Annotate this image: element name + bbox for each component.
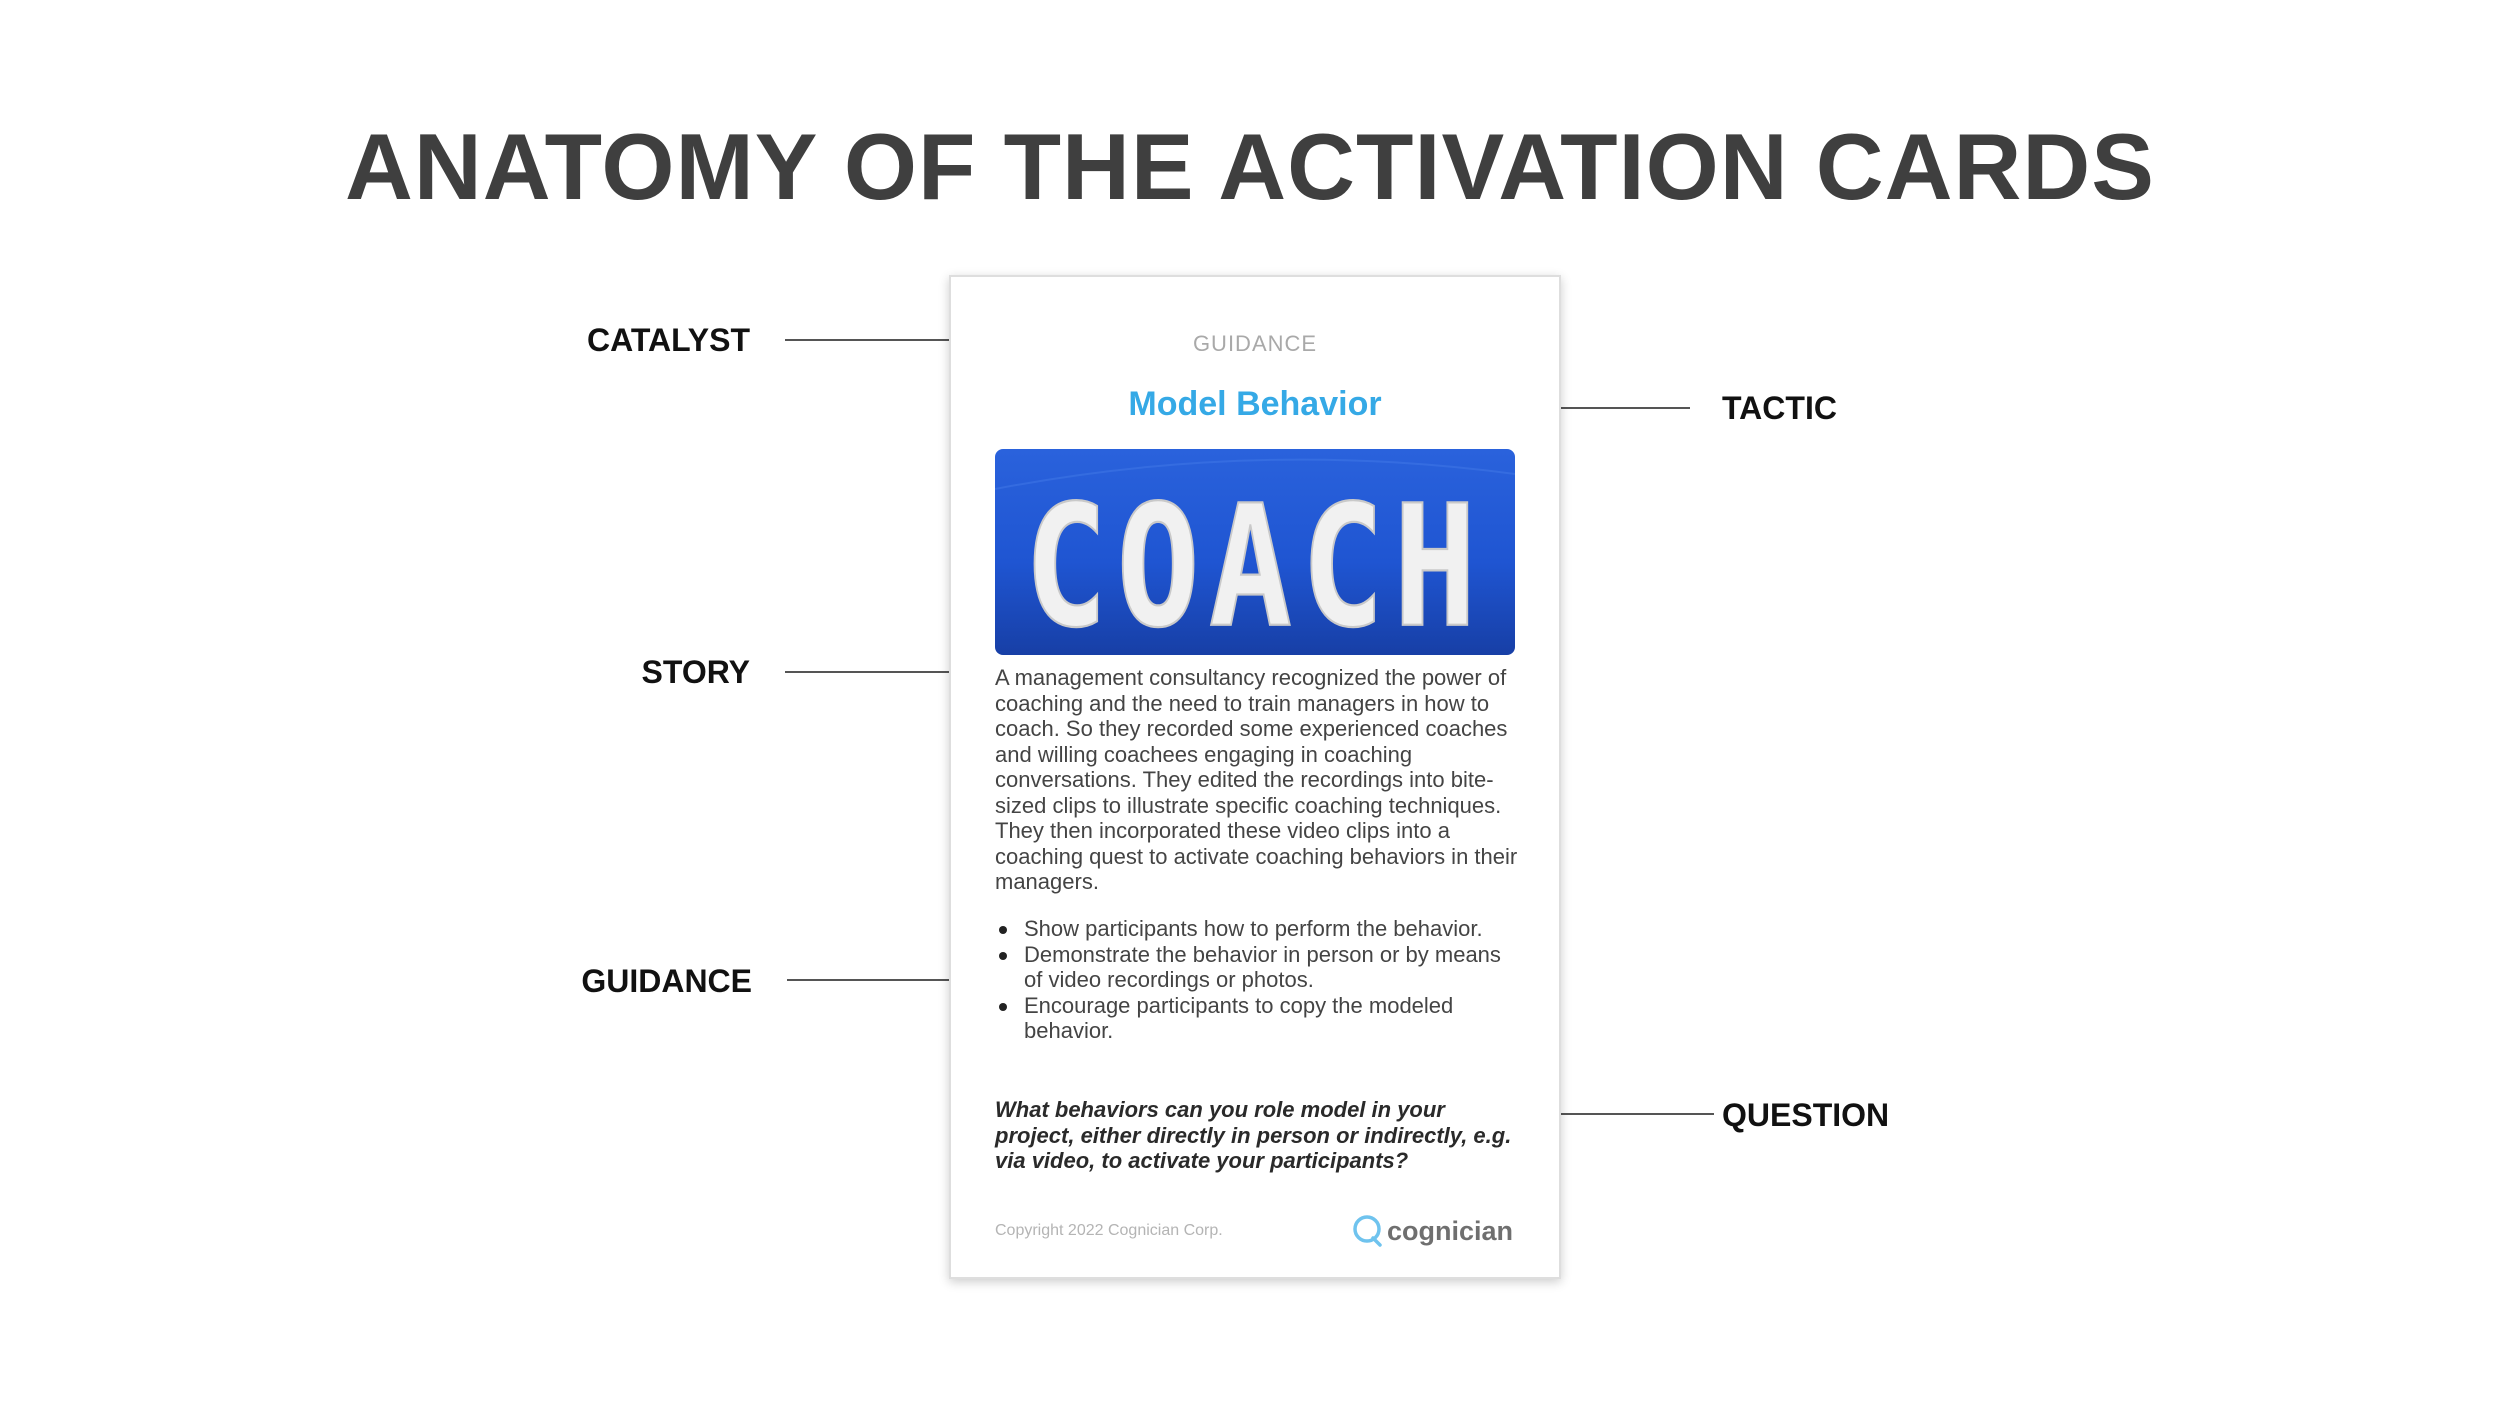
story-arrow	[785, 671, 965, 673]
card-story: A management consultancy recognized the power of coaching and the need to train managers in how to coach. So they recorded some experienced coaches and willing coachees engaging in coaching conversations. They edited the recordings into bite-sized clips to illustrate specific coaching techniques. They then incorporated these video clips into a coaching quest to activate coaching behaviors in their managers.	[995, 665, 1518, 894]
activation-card	[949, 275, 1561, 1279]
label-tactic: TACTIC	[1722, 390, 1837, 426]
card-copyright: Copyright 2022 Cognician Corp.	[995, 1222, 1223, 1239]
cognician-logo-text: cognician	[1387, 1215, 1514, 1246]
guidance-item: Demonstrate the behavior in person or by means of video recordings or photos.	[995, 942, 1523, 993]
guidance-arrow	[787, 979, 968, 981]
guidance-item: Encourage participants to copy the modeled behavior.	[995, 993, 1523, 1044]
coach-lettering: COACH	[1024, 469, 1486, 655]
coach-photo-illustration	[995, 449, 1515, 655]
cognician-logo	[1351, 1211, 1513, 1251]
question-arrow	[1546, 1113, 1714, 1115]
guidance-item: Show participants how to perform the behavior.	[995, 916, 1523, 942]
label-question: QUESTION	[1722, 1097, 1890, 1133]
page-title: ANATOMY OF THE ACTIVATION CARDS	[344, 114, 2156, 219]
card-guidance-list	[995, 916, 1523, 1044]
label-guidance: GUIDANCE	[581, 963, 752, 999]
card-catalyst: GUIDANCE	[1192, 331, 1318, 356]
coach-image	[995, 449, 1515, 655]
label-story: STORY	[641, 654, 750, 690]
card-tactic: Model Behavior	[1128, 385, 1382, 423]
card-question: What behaviors can you role model in your project, either directly in person or indirectly, e.g. via video, to activate your participants?	[995, 1097, 1512, 1173]
label-catalyst: CATALYST	[587, 322, 750, 358]
cognician-logo-icon	[1351, 1213, 1385, 1249]
